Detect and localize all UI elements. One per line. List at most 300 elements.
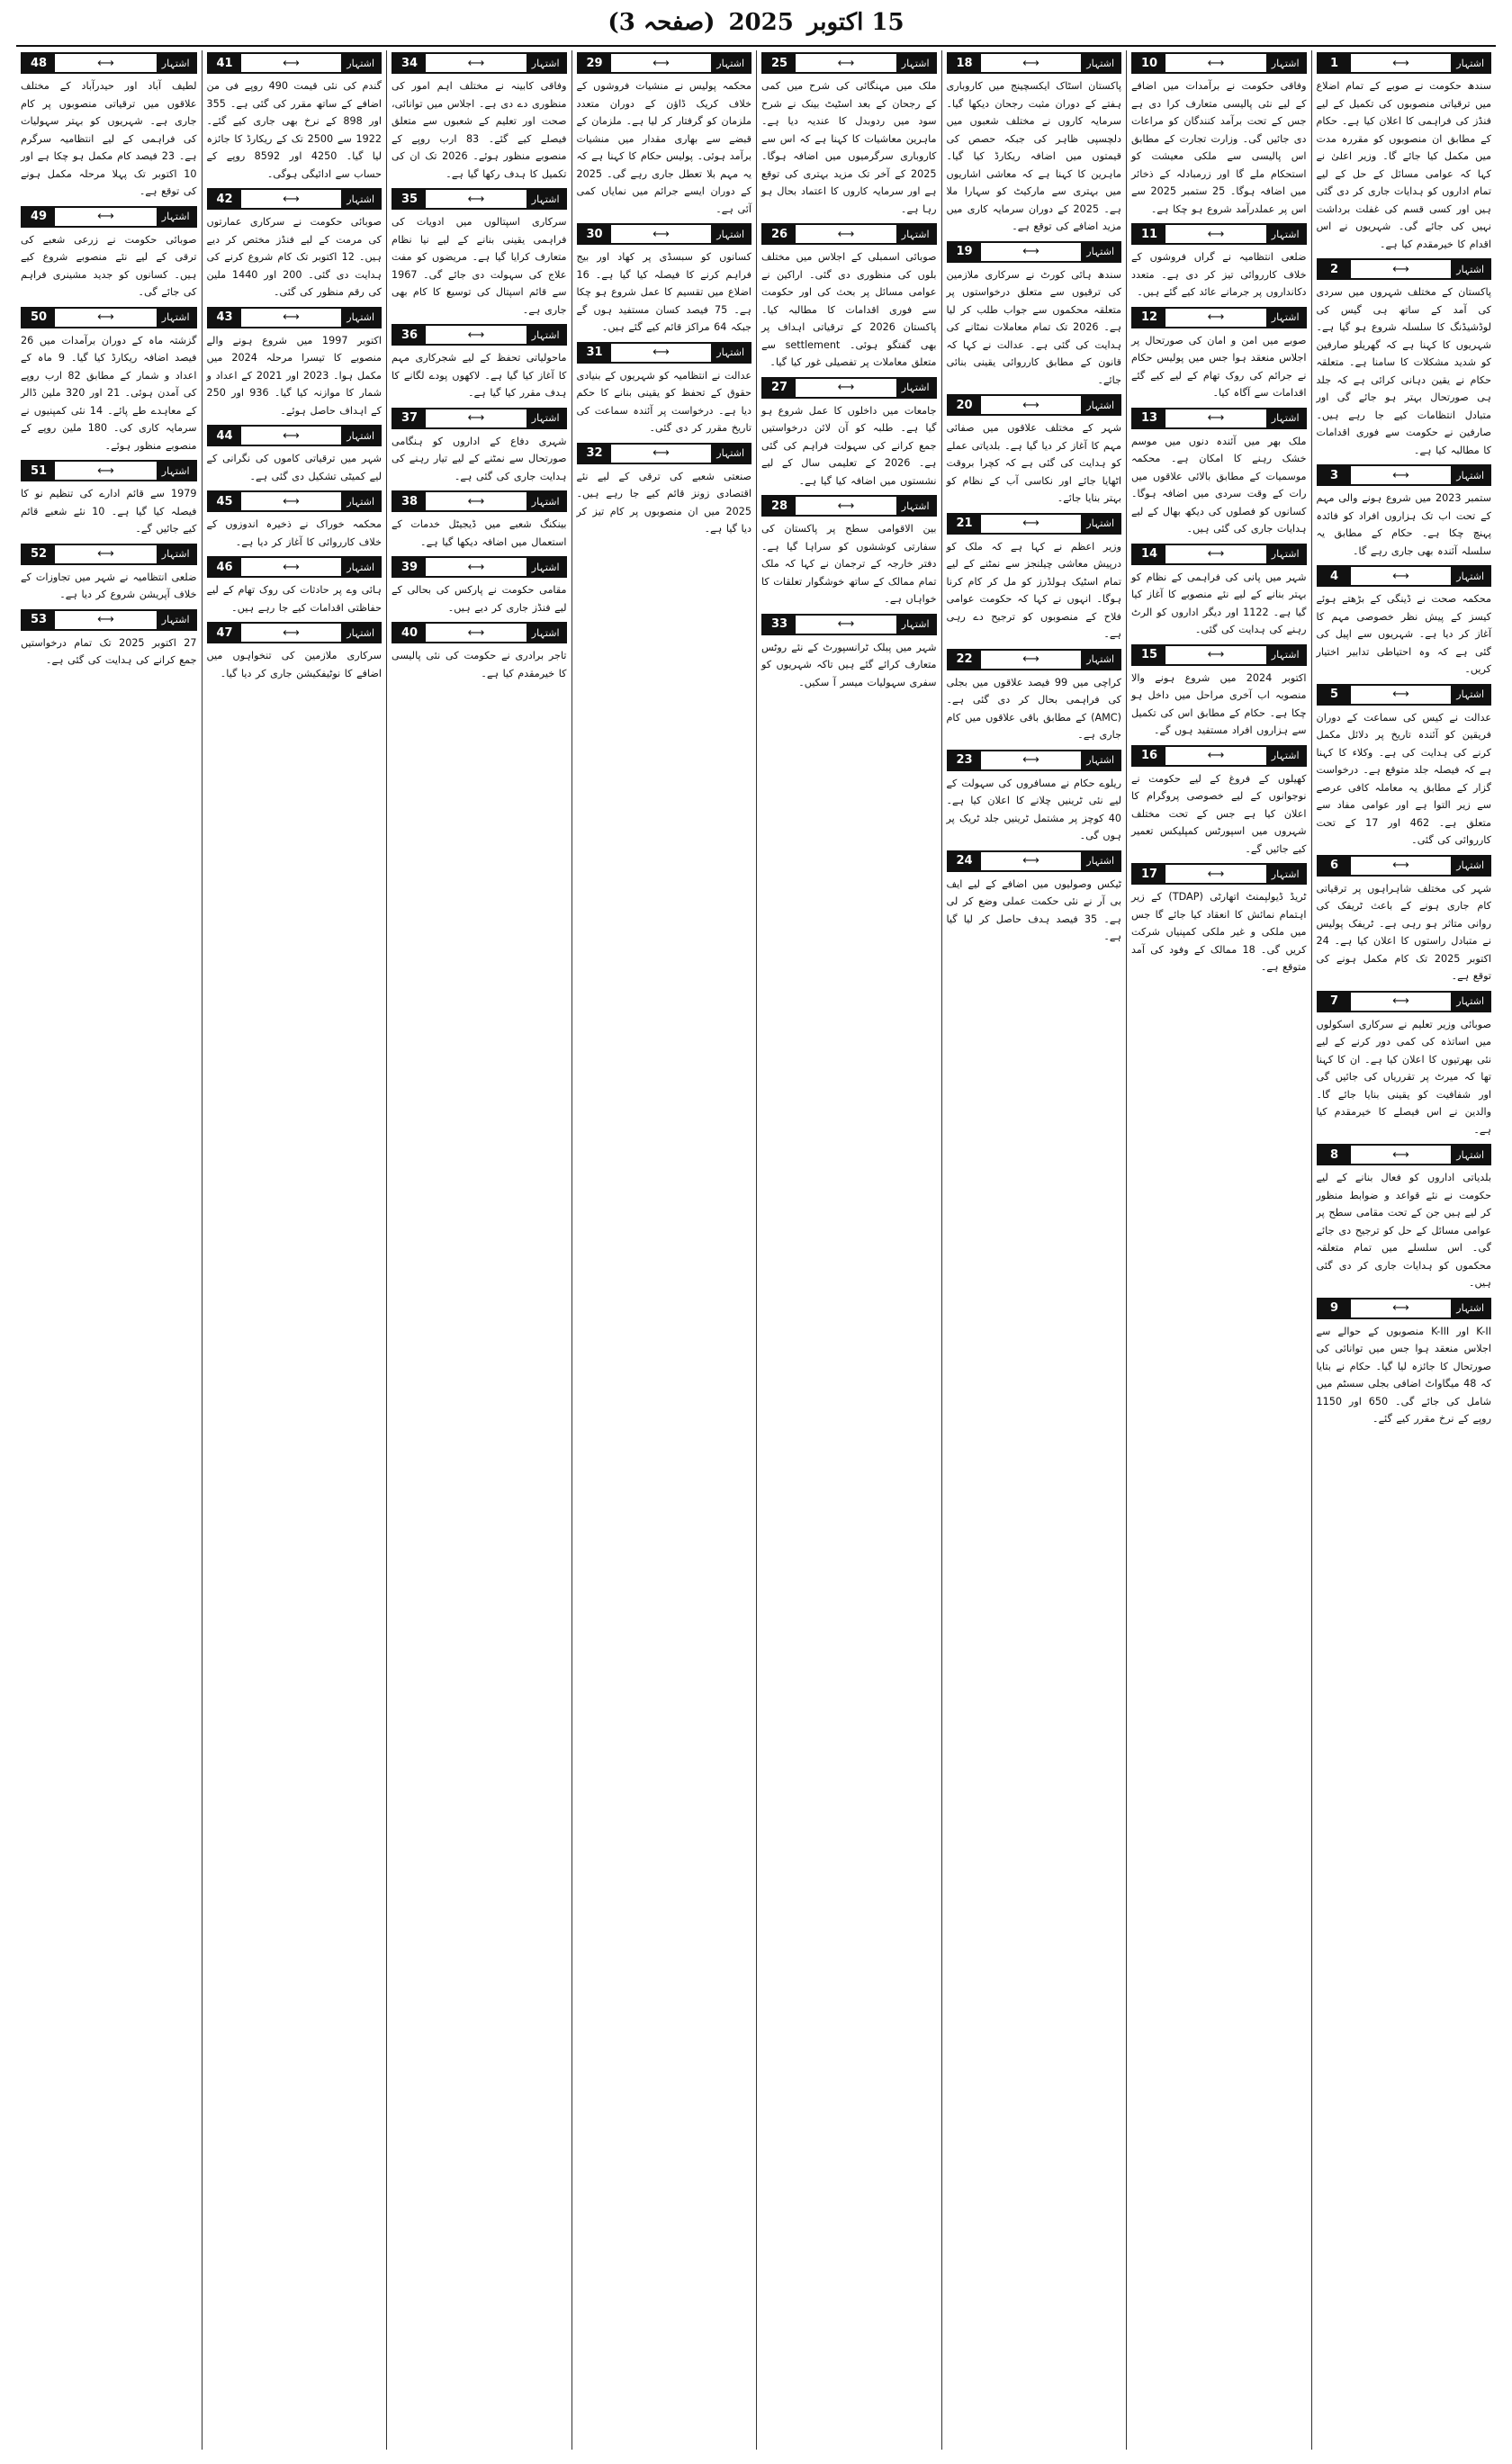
item-text: کراچی میں 99 فیصد علاقوں میں بجلی کی فراہمی بحال کر دی گئی ہے۔ (AMC) کے مطابق باقی علاقوں میں کام جاری ہے۔: [946, 676, 1121, 741]
item-number: 12: [1133, 309, 1166, 327]
item-tag: اشتہار: [341, 309, 380, 327]
item-header: [1131, 223, 1307, 245]
item-header: [761, 377, 937, 399]
item-text: صوبائی حکومت نے زرعی شعبے کی ترقی کے لیے نئے منصوبے شروع کیے ہیں۔ کسانوں کو جدید مشینری فراہم کی جائے گی۔: [21, 233, 197, 298]
news-item: [1131, 863, 1307, 976]
item-number: 39: [393, 558, 426, 576]
news-item: [577, 443, 752, 538]
item-header: [1317, 991, 1492, 1012]
item-text: بلدیاتی اداروں کو فعال بنانے کے لیے حکومت نے نئے قواعد و ضوابط منظور کر لیے ہیں جن کے تحت مقامی سطح پر عوامی مسائل کے حل کو ترجیح دی جائے گی۔ اس سلسلے میں تمام متعلقہ محکموں کو ہدایات جاری کر دی گئی ہیں۔: [1316, 1172, 1491, 1289]
item-number: 50: [22, 309, 55, 327]
item-header: [392, 556, 567, 578]
item-text: ضلعی انتظامیہ نے شہر میں تجاوزات کے خلاف آپریشن شروع کر دیا ہے۔: [21, 571, 197, 600]
item-header: [947, 850, 1122, 872]
double-arrow-icon: ⟷: [1207, 648, 1225, 661]
news-item: [1131, 408, 1307, 538]
news-item: [1317, 464, 1492, 560]
news-item: [392, 188, 567, 319]
header-divider: [16, 45, 1496, 47]
item-number: 17: [1133, 865, 1166, 883]
item-header: [392, 324, 567, 346]
item-tag: اشتہار: [711, 344, 750, 362]
item-number: 48: [22, 54, 55, 72]
item-number: 10: [1133, 54, 1166, 72]
double-arrow-icon: ⟷: [97, 613, 114, 626]
item-number: 4: [1318, 567, 1351, 585]
item-header: [21, 52, 197, 74]
double-arrow-icon: ⟷: [1022, 854, 1040, 868]
item-number: 21: [949, 515, 981, 533]
item-tag: اشتہار: [526, 492, 565, 510]
item-number: 18: [949, 54, 981, 72]
news-item: [207, 52, 382, 183]
item-number: 8: [1318, 1146, 1351, 1164]
double-arrow-icon: ⟷: [1022, 517, 1040, 530]
item-text: تاجر برادری نے حکومت کی نئی پالیسی کا خیرمقدم کیا ہے۔: [392, 650, 567, 679]
double-arrow-icon: ⟷: [837, 381, 855, 394]
item-text: اکتوبر 2024 میں شروع ہونے والا منصوبہ اب آخری مراحل میں داخل ہو چکا ہے۔ حکام کے مطابق اس کی تکمیل سے ہزاروں افراد مستفید ہوں گے۔: [1131, 671, 1307, 736]
item-text: گزشتہ ماہ کے دوران برآمدات میں 26 فیصد اضافہ ریکارڈ کیا گیا۔ 9 ماہ کے اعداد و شمار کے مطابق 82 ارب روپے کی آمدن ہوئی۔ 21 اور 320 ملین ڈالر کے معاہدے طے پائے۔ 14 نئی کمپنیوں نے سرمایہ کاری کی۔ 180 ملین روپے کے منصوبے منظور ہوئے۔: [21, 334, 197, 452]
item-text: صوبائی وزیر تعلیم نے سرکاری اسکولوں میں اساتذہ کی کمی دور کرنے کے لیے نئی بھرتیوں کا اعلان کیا ہے۔ ان کا کہنا تھا کہ میرٹ پر تقرریاں کی جائیں گی اور شفافیت کو یقینی بنایا جائے گا۔ والدین نے اس فیصلے کا خیرمقدم کیا ہے۔: [1316, 1018, 1491, 1136]
item-text: وزیر اعظم نے کہا ہے کہ ملک کو درپیش معاشی چیلنجز سے نمٹنے کے لیے تمام اسٹیک ہولڈرز کو مل کر کام کرنا ہوگا۔ انہوں نے کہا کہ حکومت عوامی فلاح کے منصوبوں کو ترجیح دے رہی ہے۔: [946, 540, 1121, 640]
double-arrow-icon: ⟷: [1207, 749, 1225, 762]
item-header: [21, 544, 197, 565]
item-tag: اشتہار: [1266, 747, 1305, 765]
item-tag: اشتہار: [341, 492, 380, 510]
item-text: محکمہ صحت نے ڈینگی کے بڑھتے ہوئے کیسز کے پیش نظر خصوصی مہم کا آغاز کر دیا ہے۔ شہریوں سے اپیل کی گئی ہے کہ وہ احتیاطی تدابیر اختیار کریں۔: [1316, 593, 1491, 675]
item-text: شہر میں پبلک ٹرانسپورٹ کے نئے روٹس متعارف کرائے گئے ہیں تاکہ شہریوں کو سفری سہولیات میسر آ سکیں۔: [761, 641, 937, 688]
news-item: [207, 556, 382, 616]
item-text: وفاقی کابینہ نے مختلف اہم امور کی منظوری دے دی ہے۔ اجلاس میں توانائی، صحت اور تعلیم کے شعبوں سے متعلق فیصلے کیے گئے۔ 83 ارب روپے کے منصوبے منظور ہوئے۔ 2026 تک ان کی تکمیل کا ہدف رکھا گیا ہے۔: [392, 80, 567, 180]
double-arrow-icon: ⟷: [1392, 994, 1409, 1008]
item-header: [1317, 52, 1492, 74]
news-column: [756, 50, 941, 2450]
news-item: [207, 622, 382, 682]
double-arrow-icon: ⟷: [1022, 245, 1040, 258]
item-number: 13: [1133, 409, 1166, 427]
item-number: 14: [1133, 545, 1166, 563]
item-number: 44: [209, 427, 241, 445]
news-item: [392, 324, 567, 402]
double-arrow-icon: ⟷: [97, 547, 114, 561]
item-number: 40: [393, 624, 426, 642]
item-number: 25: [763, 54, 796, 72]
item-tag: اشتہار: [1081, 852, 1120, 870]
item-text: ستمبر 2023 میں شروع ہونے والی مہم کے تحت اب تک ہزاروں افراد کو فائدہ پہنچ چکا ہے۔ حکام کے مطابق یہ سلسلہ آئندہ بھی جاری رہے گا۔: [1316, 492, 1491, 557]
double-arrow-icon: ⟷: [1392, 688, 1409, 701]
item-header: [1131, 745, 1307, 767]
item-number: 26: [763, 225, 796, 243]
item-tag: اشتہار: [1266, 54, 1305, 72]
date-year: 2025: [728, 9, 794, 36]
item-text: ملک بھر میں آئندہ دنوں میں موسم خشک رہنے کا امکان ہے۔ محکمہ موسمیات کے مطابق بالائی علاقوں میں رات کے وقت سردی میں اضافہ ہوگا۔ کسانوں کو فصلوں کی دیکھ بھال کے لیے ہدایات جاری کی گئی ہیں۔: [1131, 435, 1307, 535]
double-arrow-icon: ⟷: [283, 560, 300, 574]
double-arrow-icon: ⟷: [1022, 398, 1040, 412]
item-tag: اشتہار: [1266, 409, 1305, 427]
item-header: [1131, 408, 1307, 429]
double-arrow-icon: ⟷: [1207, 227, 1225, 241]
double-arrow-icon: ⟷: [1392, 262, 1409, 276]
item-text: محکمہ خوراک نے ذخیرہ اندوزوں کے خلاف کارروائی کا آغاز کر دیا ہے۔: [206, 518, 382, 548]
double-arrow-icon: ⟷: [283, 310, 300, 324]
item-number: 46: [209, 558, 241, 576]
item-header: [392, 622, 567, 643]
item-text: سندھ حکومت نے صوبے کے تمام اضلاع میں ترقیاتی منصوبوں کی تکمیل کے لیے فنڈز کی فراہمی کا اعلان کیا ہے۔ حکام کے مطابق ان منصوبوں کو مقررہ مدت میں مکمل کیا جائے گا۔ وزیر اعلیٰ نے کہا کہ عوامی مسائل کے حل کے لیے تمام اداروں کو ہدایات جاری کر دی گئی ہیں اور کسی قسم کی غفلت برداشت نہیں کی جائے گی۔ شہریوں نے اس اقدام کا خیرمقدم کیا ہے۔: [1316, 80, 1491, 250]
double-arrow-icon: ⟷: [837, 56, 855, 70]
item-tag: اشتہار: [711, 225, 750, 243]
item-number: 23: [949, 751, 981, 769]
item-tag: اشتہار: [1451, 1299, 1490, 1317]
news-item: [761, 614, 937, 692]
item-header: [1317, 464, 1492, 486]
item-header: [947, 52, 1122, 74]
double-arrow-icon: ⟷: [652, 227, 670, 241]
item-tag: اشتہار: [157, 462, 195, 480]
item-tag: اشتہار: [1081, 515, 1120, 533]
date-month: اکتوبر: [806, 9, 864, 36]
double-arrow-icon: ⟷: [283, 192, 300, 206]
news-item: [947, 394, 1122, 508]
item-header: [392, 188, 567, 210]
double-arrow-icon: ⟷: [1392, 859, 1409, 872]
news-item: [21, 52, 197, 201]
item-tag: اشتہار: [1266, 865, 1305, 883]
double-arrow-icon: ⟷: [97, 210, 114, 223]
item-text: لطیف آباد اور حیدرآباد کے مختلف علاقوں میں ترقیاتی منصوبوں پر کام جاری ہے۔ شہریوں کو بہتر سہولیات کی فراہمی کے لیے انتظامیہ سرگرم ہے۔ 23 فیصد کام مکمل ہو چکا ہے اور 10 اکتوبر تک پہلا مرحلہ مکمل ہونے کی توقع ہے۔: [21, 80, 197, 197]
news-item: [1131, 644, 1307, 740]
item-text: عدالت نے کیس کی سماعت کے دوران فریقین کو آئندہ تاریخ پر دلائل مکمل کرنے کی ہدایت کی ہے۔ وکلاء کا کہنا ہے کہ فیصلہ جلد متوقع ہے۔ درخواست گزار کے مطابق یہ معاملہ کافی عرصے سے زیر التوا ہے اور عوامی مفاد سے متعلق ہے۔ 462 اور 17 کے تحت کارروائی کی گئی۔: [1316, 711, 1491, 846]
item-header: [21, 206, 197, 228]
double-arrow-icon: ⟷: [97, 56, 114, 70]
item-number: 1: [1318, 54, 1351, 72]
news-item: [577, 223, 752, 337]
double-arrow-icon: ⟷: [1022, 652, 1040, 666]
news-column: [572, 50, 757, 2450]
item-header: [947, 241, 1122, 263]
news-item: [21, 206, 197, 301]
item-text: ٹریڈ ڈیولپمنٹ اتھارٹی (TDAP) کے زیر اہتمام نمائش کا انعقاد کیا جائے گا جس میں ملکی و غیر ملکی کمپنیاں شرکت کریں گی۔ 18 ممالک کے وفود کی آمد متوقع ہے۔: [1131, 891, 1307, 973]
news-item: [1317, 1298, 1492, 1428]
item-header: [1317, 258, 1492, 280]
item-tag: اشتہار: [1451, 686, 1490, 704]
item-tag: اشتہار: [526, 326, 565, 344]
item-header: [1131, 307, 1307, 328]
item-text: جامعات میں داخلوں کا عمل شروع ہو گیا ہے۔ طلبہ کو آن لائن درخواستیں جمع کرانے کی سہولت فراہم کی گئی ہے۔ 2026 کے تعلیمی سال کے لیے نشستوں میں اضافہ کیا گیا ہے۔: [761, 404, 937, 487]
news-item: [577, 342, 752, 437]
news-item: [392, 622, 567, 682]
news-item: [1317, 258, 1492, 459]
double-arrow-icon: ⟷: [467, 56, 485, 70]
item-tag: اشتہار: [157, 54, 195, 72]
news-column: [1126, 50, 1311, 2450]
item-tag: اشتہار: [157, 611, 195, 629]
news-item: [1131, 52, 1307, 218]
item-tag: اشتہار: [1266, 309, 1305, 327]
item-tag: اشتہار: [526, 409, 565, 427]
double-arrow-icon: ⟷: [283, 56, 300, 70]
item-header: [577, 443, 752, 464]
item-tag: اشتہار: [341, 54, 380, 72]
news-item: [392, 490, 567, 551]
item-tag: اشتہار: [526, 190, 565, 208]
item-text: صنعتی شعبے کی ترقی کے لیے نئے اقتصادی زونز قائم کیے جا رہے ہیں۔ 2025 میں ان منصوبوں پر کام تیز کر دیا گیا ہے۔: [576, 470, 752, 535]
page-label: (صفحہ 3): [608, 9, 716, 36]
item-tag: اشتہار: [1266, 545, 1305, 563]
item-tag: اشتہار: [157, 309, 195, 327]
item-text: شہر میں ترقیاتی کاموں کی نگرانی کے لیے کمیٹی تشکیل دی گئی ہے۔: [206, 453, 382, 482]
item-number: 30: [579, 225, 611, 243]
item-header: [392, 52, 567, 74]
item-tag: اشتہار: [1081, 396, 1120, 414]
double-arrow-icon: ⟷: [837, 499, 855, 513]
item-text: صوبائی حکومت نے سرکاری عمارتوں کی مرمت کے لیے فنڈز مختص کر دیے ہیں۔ 12 اکتوبر تک کام شروع کرنے کی ہدایت دی گئی۔ 200 اور 1440 ملین کی رقم منظور کی گئی۔: [206, 216, 382, 298]
item-text: ماحولیاتی تحفظ کے لیے شجرکاری مہم کا آغاز کیا گیا ہے۔ لاکھوں پودے لگانے کا ہدف مقرر کیا گیا ہے۔: [392, 352, 567, 399]
item-tag: اشتہار: [896, 225, 935, 243]
news-item: [1317, 991, 1492, 1139]
item-text: بین الاقوامی سطح پر پاکستان کی سفارتی کوششوں کو سراہا گیا ہے۔ دفتر خارجہ کے ترجمان نے کہا کہ ملک تمام ممالک کے ساتھ خوشگوار تعلقات کا خواہاں ہے۔: [761, 523, 937, 605]
item-number: 9: [1318, 1299, 1351, 1317]
double-arrow-icon: ⟷: [467, 411, 485, 425]
item-header: [21, 460, 197, 481]
item-header: [761, 223, 937, 245]
item-tag: اشتہار: [1266, 646, 1305, 664]
news-item: [1131, 544, 1307, 639]
double-arrow-icon: ⟷: [283, 428, 300, 443]
item-tag: اشتہار: [896, 54, 935, 72]
item-header: [207, 307, 382, 328]
item-header: [577, 342, 752, 364]
item-tag: اشتہار: [341, 190, 380, 208]
double-arrow-icon: ⟷: [837, 617, 855, 631]
double-arrow-icon: ⟷: [467, 192, 485, 206]
item-tag: اشتہار: [1081, 751, 1120, 769]
item-number: 27: [763, 379, 796, 397]
item-header: [947, 513, 1122, 535]
double-arrow-icon: ⟷: [1392, 569, 1409, 583]
double-arrow-icon: ⟷: [467, 328, 485, 342]
double-arrow-icon: ⟷: [1207, 56, 1225, 70]
double-arrow-icon: ⟷: [1392, 1301, 1409, 1315]
item-number: 43: [209, 309, 241, 327]
double-arrow-icon: ⟷: [1022, 56, 1040, 70]
item-tag: اشتہار: [1451, 466, 1490, 484]
item-number: 29: [579, 54, 611, 72]
double-arrow-icon: ⟷: [652, 346, 670, 359]
news-item: [207, 490, 382, 551]
news-item: [1317, 855, 1492, 985]
item-number: 22: [949, 651, 981, 669]
item-tag: اشتہار: [896, 616, 935, 634]
news-item: [1131, 223, 1307, 301]
item-text: صوبے میں امن و امان کی صورتحال پر اجلاس منعقد ہوا جس میں پولیس حکام نے جرائم کی روک تھام کے لیے کیے گئے اقدامات سے آگاہ کیا۔: [1131, 334, 1307, 399]
item-header: [1131, 544, 1307, 565]
item-text: ضلعی انتظامیہ نے گراں فروشوں کے خلاف کارروائی تیز کر دی ہے۔ متعدد دکانداروں پر جرمانے عائد کیے گئے ہیں۔: [1131, 251, 1307, 298]
news-item: [947, 241, 1122, 390]
item-tag: اشتہار: [1081, 243, 1120, 261]
item-number: 19: [949, 243, 981, 261]
item-header: [947, 750, 1122, 771]
double-arrow-icon: ⟷: [1392, 468, 1409, 482]
item-number: 3: [1318, 466, 1351, 484]
news-item: [21, 544, 197, 604]
item-tag: اشتہار: [896, 497, 935, 515]
item-number: 33: [763, 616, 796, 634]
news-column: [202, 50, 387, 2450]
item-tag: اشتہار: [341, 558, 380, 576]
news-item: [21, 307, 197, 455]
item-text: کسانوں کو سبسڈی پر کھاد اور بیج فراہم کرنے کا فیصلہ کیا گیا ہے۔ 16 اضلاع میں تقسیم کا عمل شروع ہو چکا ہے۔ 75 فیصد کسان مستفید ہوں گے جبکہ 64 مراکز قائم کیے گئے ہیں۔: [576, 251, 752, 333]
item-tag: اشتہار: [157, 545, 195, 563]
news-item: [947, 513, 1122, 643]
item-header: [21, 609, 197, 631]
item-number: 31: [579, 344, 611, 362]
item-text: ہائی وے پر حادثات کی روک تھام کے لیے حفاظتی اقدامات کیے جا رہے ہیں۔: [206, 584, 382, 614]
item-header: [392, 408, 567, 429]
item-text: شہر کے مختلف علاقوں میں صفائی مہم کا آغاز کر دیا گیا ہے۔ بلدیاتی عملے کو ہدایت کی گئی ہے کہ کچرا بروقت اٹھایا جائے اور نکاسی آب کے نظام کو بہتر بنایا جائے۔: [946, 422, 1121, 504]
item-text: پاکستان اسٹاک ایکسچینج میں کاروباری ہفتے کے دوران مثبت رجحان دیکھا گیا۔ سرمایہ کاروں نے مختلف شعبوں میں دلچسپی ظاہر کی جبکہ حصص کی قیمتوں میں اضافہ ریکارڈ کیا گیا۔ ماہرین کا کہنا ہے کہ معاشی اشاریوں میں بہتری سے مارکیٹ کو سہارا ملا ہے۔ 2025 کے دوران سرمایہ کاری میں مزید اضافے کی توقع ہے۔: [946, 80, 1121, 232]
item-text: گندم کی نئی قیمت 490 روپے فی من اضافے کے ساتھ مقرر کی گئی ہے۔ 355 اور 898 کے نرخ بھی جاری کیے گئے۔ 1922 سے 2500 تک کے ریکارڈ کا جائزہ لیا گیا۔ 4250 اور 8592 روپے کے حساب سے ادائیگی ہوگی۔: [206, 80, 382, 180]
double-arrow-icon: ⟷: [1207, 547, 1225, 561]
double-arrow-icon: ⟷: [283, 625, 300, 640]
item-text: صوبائی اسمبلی کے اجلاس میں مختلف بلوں کی منظوری دی گئی۔ اراکین نے عوامی مسائل پر بحث کی اور حکومت سے فوری اقدامات کا مطالبہ کیا۔ پاکستان 2026 کے ترقیاتی اہداف پر بھی گفتگو ہوئی۔ settlement سے متعلق معاملات پر تفصیلی غور کیا گیا۔: [761, 251, 937, 368]
item-tag: اشتہار: [1266, 225, 1305, 243]
news-item: [21, 609, 197, 670]
item-number: 45: [209, 492, 241, 510]
item-number: 6: [1318, 857, 1351, 875]
item-header: [1131, 644, 1307, 666]
news-item: [207, 425, 382, 485]
double-arrow-icon: ⟷: [467, 560, 485, 574]
item-header: [761, 614, 937, 635]
item-header: [947, 394, 1122, 416]
item-header: [761, 495, 937, 517]
double-arrow-icon: ⟷: [1392, 1147, 1409, 1162]
item-tag: اشتہار: [526, 54, 565, 72]
item-tag: اشتہار: [341, 427, 380, 445]
item-text: مقامی حکومت نے پارکس کی بحالی کے لیے فنڈز جاری کر دیے ہیں۔: [392, 584, 567, 614]
news-item: [392, 408, 567, 486]
item-header: [577, 52, 752, 74]
item-tag: اشتہار: [526, 624, 565, 642]
item-header: [577, 223, 752, 245]
item-header: [21, 307, 197, 328]
item-number: 41: [209, 54, 241, 72]
item-header: [207, 425, 382, 446]
item-number: 49: [22, 208, 55, 226]
item-tag: اشتہار: [896, 379, 935, 397]
news-item: [207, 188, 382, 301]
double-arrow-icon: ⟷: [467, 625, 485, 640]
item-header: [207, 490, 382, 512]
item-number: 28: [763, 497, 796, 515]
item-number: 15: [1133, 646, 1166, 664]
double-arrow-icon: ⟷: [837, 227, 855, 241]
item-number: 11: [1133, 225, 1166, 243]
double-arrow-icon: ⟷: [1207, 310, 1225, 324]
item-header: [207, 556, 382, 578]
double-arrow-icon: ⟷: [283, 494, 300, 508]
item-number: 52: [22, 545, 55, 563]
item-tag: اشتہار: [1081, 54, 1120, 72]
item-number: 53: [22, 611, 55, 629]
item-text: وفاقی حکومت نے برآمدات میں اضافے کے لیے نئی پالیسی متعارف کرا دی ہے جس کے تحت برآمد کنندگان کو مراعات دی جائیں گی۔ وزارت تجارت کے مطابق اس پالیسی سے ملکی معیشت کو استحکام ملے گا اور زرمبادلہ کے ذخائر میں اضافہ ہوگا۔ 25 ستمبر 2025 سے اس پر عملدرآمد شروع ہو چکا ہے۔: [1131, 80, 1307, 215]
item-tag: اشتہار: [1081, 651, 1120, 669]
item-text: K-II اور K-III منصوبوں کے حوالے سے اجلاس منعقد ہوا جس میں توانائی کی صورتحال کا جائزہ لیا گیا۔ حکام نے بتایا کہ 48 میگاواٹ اضافی بجلی سسٹم میں شامل کی جائے گی۔ 650 اور 1150 روپے کے نرخ مقرر کیے گئے۔: [1316, 1325, 1492, 1425]
item-tag: اشتہار: [1451, 857, 1490, 875]
item-number: 37: [393, 409, 426, 427]
item-number: 36: [393, 326, 426, 344]
news-column: [386, 50, 572, 2450]
item-header: [1131, 863, 1307, 885]
item-tag: اشتہار: [526, 558, 565, 576]
news-item: [577, 52, 752, 218]
item-tag: اشتہار: [1451, 1146, 1490, 1164]
item-text: ملک میں مہنگائی کی شرح میں کمی کے رجحان کے بعد اسٹیٹ بینک نے شرح سود میں ردوبدل کا عندیہ دیا ہے۔ ماہرین معاشیات کا کہنا ہے کہ اس سے کاروباری سرگرمیوں میں اضافہ ہوگا۔ 2025 کے آخر تک مزید بہتری کی توقع ہے اور سرمایہ کاروں کا اعتماد بحال ہو رہا ہے۔: [761, 80, 937, 215]
item-text: عدالت نے انتظامیہ کو شہریوں کے بنیادی حقوق کے تحفظ کو یقینی بنانے کا حکم دیا ہے۔ درخواست پر آئندہ سماعت کی تاریخ مقرر کر دی گئی۔: [576, 369, 752, 434]
item-tag: اشتہار: [157, 208, 195, 226]
item-text: سرکاری ملازمین کی تنخواہوں میں اضافے کا نوٹیفکیشن جاری کر دیا گیا۔: [206, 650, 382, 679]
news-item: [1131, 745, 1307, 859]
news-item: [1317, 52, 1492, 253]
item-number: 24: [949, 852, 981, 870]
item-number: 38: [393, 492, 426, 510]
item-text: سرکاری اسپتالوں میں ادویات کی فراہمی یقینی بنانے کے لیے نیا نظام متعارف کرایا گیا ہے۔ مریضوں کو مفت علاج کی سہولت دی جائے گی۔ 1967 سے قائم اسپتال کی توسیع کا کام بھی جاری ہے۔: [392, 216, 567, 316]
item-text: سندھ ہائی کورٹ نے سرکاری ملازمین کی ترقیوں سے متعلق درخواستوں پر متعلقہ محکموں سے جواب طلب کر لیا ہے۔ 2026 تک تمام معاملات نمٹانے کی ہدایت کی گئی ہے۔ عدالت نے کہا کہ قانون کے مطابق کارروائی یقینی بنائی جائے۔: [946, 268, 1121, 386]
item-tag: اشتہار: [1451, 567, 1490, 585]
news-item: [1317, 565, 1492, 679]
item-text: اکتوبر 1997 میں شروع ہونے والے منصوبے کا تیسرا مرحلہ 2024 میں مکمل ہوا۔ 2023 اور 2021 کے اعداد و شمار کا موازنہ کیا گیا۔ 936 اور 250 کے اہداف حاصل ہوئے۔: [206, 334, 382, 417]
item-number: 34: [393, 54, 426, 72]
item-header: [392, 490, 567, 512]
news-item: [947, 52, 1122, 236]
news-item: [761, 52, 937, 218]
item-text: ریلوے حکام نے مسافروں کی سہولت کے لیے نئی ٹرینیں چلانے کا اعلان کیا ہے۔ 40 کوچز پر مشتمل ٹرینیں جلد ٹریک پر ہوں گی۔: [946, 777, 1121, 841]
news-columns: [16, 50, 1496, 2450]
double-arrow-icon: ⟷: [97, 463, 114, 478]
item-tag: اشتہار: [341, 624, 380, 642]
item-header: [207, 622, 382, 643]
item-text: شہر میں پانی کی فراہمی کے نظام کو بہتر بنانے کے لیے نئے منصوبے کا آغاز کیا گیا ہے۔ 1122 اور دیگر اداروں کو الرٹ رہنے کی ہدایت کی گئی۔: [1131, 571, 1307, 635]
item-header: [207, 188, 382, 210]
item-text: محکمہ پولیس نے منشیات فروشوں کے خلاف کریک ڈاؤن کے دوران متعدد ملزمان کو گرفتار کر لیا ہے۔ ملزمان کے قبضے سے بھاری مقدار میں منشیات برآمد ہوئی۔ پولیس حکام کا کہنا ہے کہ یہ مہم بلا تعطل جاری رہے گی۔ 2025 کے دوران ایسے جرائم میں نمایاں کمی آئی ہے۔: [576, 80, 752, 215]
news-item: [947, 750, 1122, 845]
news-item: [761, 223, 937, 372]
item-number: 7: [1318, 993, 1351, 1011]
item-number: 16: [1133, 747, 1166, 765]
item-header: [1131, 52, 1307, 74]
news-item: [947, 850, 1122, 946]
item-header: [1317, 684, 1492, 706]
item-text: پاکستان کے مختلف شہروں میں سردی کی آمد کے ساتھ ہی گیس کی لوڈشیڈنگ کا سلسلہ شروع ہو گیا ہے۔ شہریوں کا کہنا ہے کہ گھریلو صارفین کو شدید مشکلات کا سامنا ہے۔ متعلقہ حکام نے یقین دہانی کرائی ہے کہ جلد ہی صورتحال بہتر ہو جائے گی اور متبادل انتظامات کیے جا رہے ہیں۔ صارفین نے حکومت سے فوری اقدامات کا مطالبہ کیا ہے۔: [1316, 286, 1491, 456]
double-arrow-icon: ⟷: [467, 494, 485, 508]
news-item: [761, 495, 937, 608]
item-number: 2: [1318, 260, 1351, 278]
item-tag: اشتہار: [1451, 260, 1490, 278]
page-header: [0, 0, 1512, 45]
page-title: [608, 9, 904, 36]
item-number: 35: [393, 190, 426, 208]
double-arrow-icon: ⟷: [97, 310, 114, 324]
item-header: [947, 649, 1122, 670]
news-column: [1311, 50, 1497, 2450]
item-number: 20: [949, 396, 981, 414]
item-text: بینکنگ شعبے میں ڈیجیٹل خدمات کے استعمال میں اضافہ دیکھا گیا ہے۔: [392, 518, 567, 548]
double-arrow-icon: ⟷: [652, 446, 670, 460]
item-number: 42: [209, 190, 241, 208]
double-arrow-icon: ⟷: [1022, 753, 1040, 767]
news-item: [392, 556, 567, 616]
news-item: [1317, 1144, 1492, 1292]
